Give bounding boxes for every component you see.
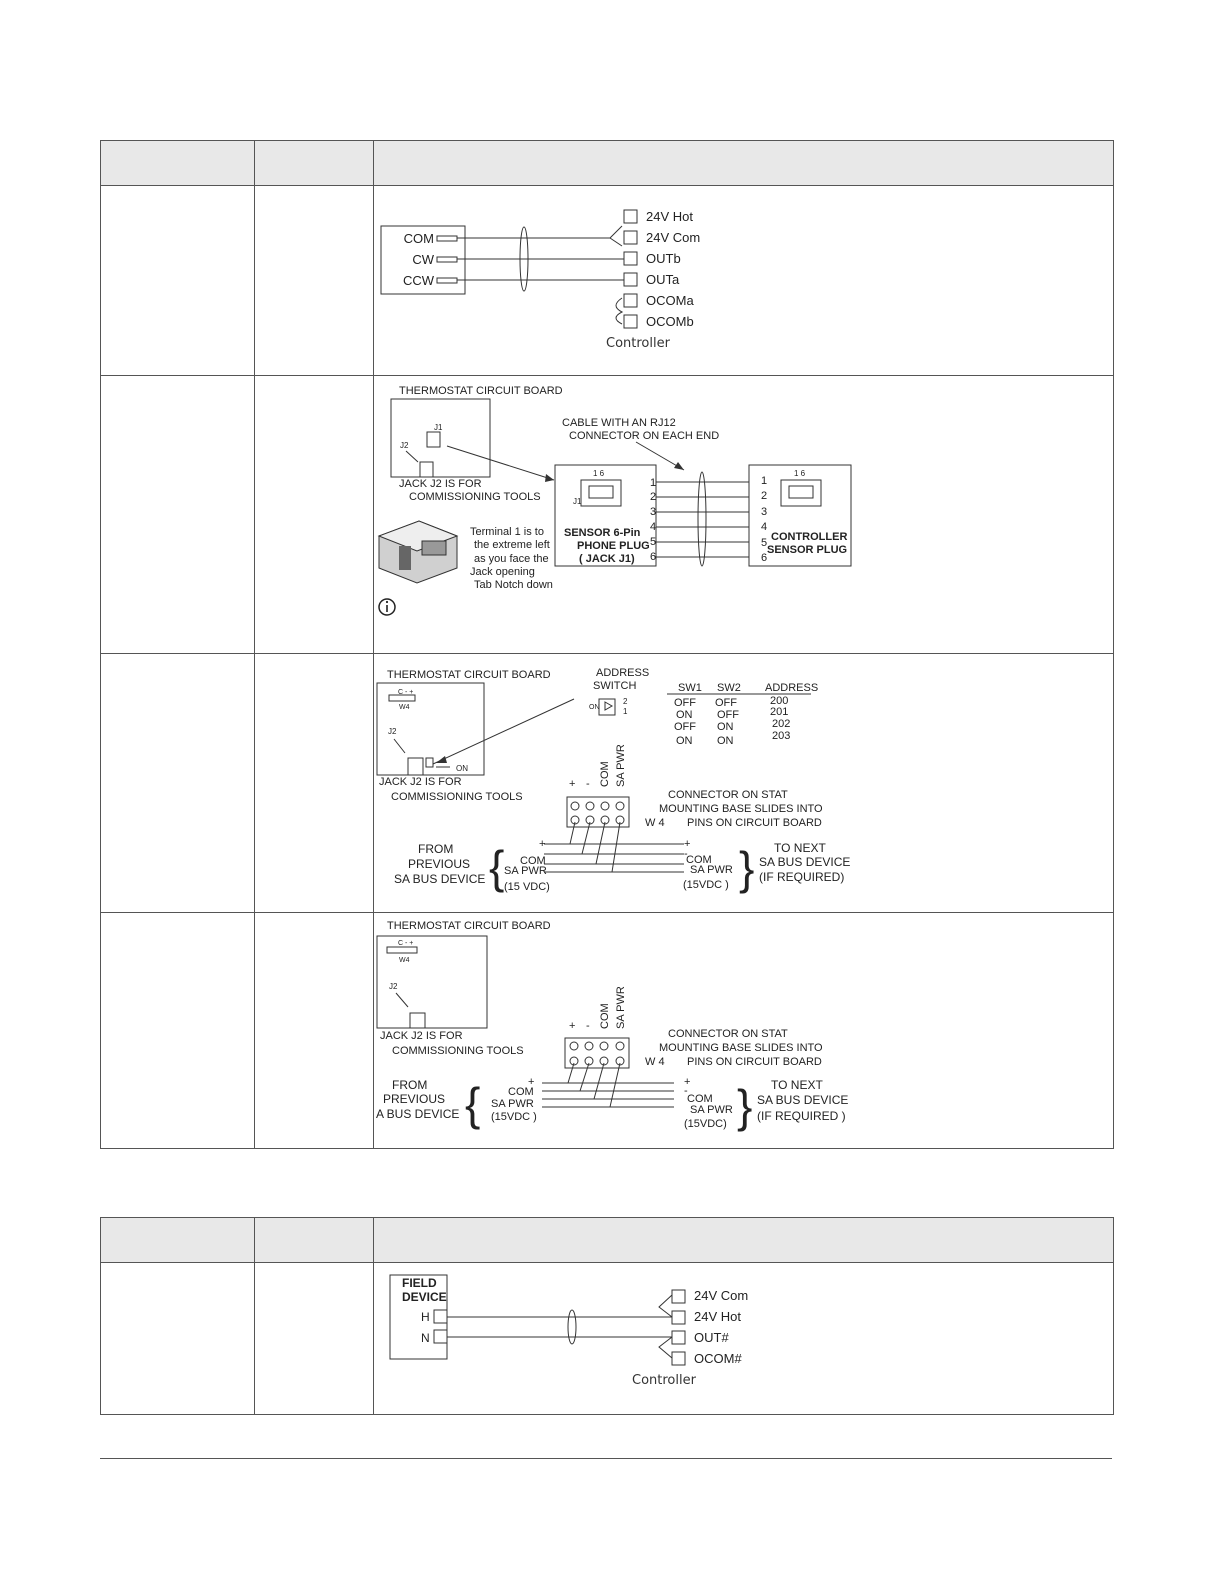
actuator-wiring-diagram [374,186,1112,370]
connector-note-2: MOUNTING BASE SLIDES INTO [659,803,823,815]
ctrl-24v-com: 24V Com [646,230,701,245]
ctrl-pin-3: 3 [761,506,768,518]
header-cell-3 [374,1218,1114,1263]
ctrl-outa: OUTa [646,272,680,287]
row-label-cell [101,654,255,913]
connector-note-3: PINS ON CIRCUIT BOARD [687,1056,822,1068]
diagram-cell [374,186,1114,376]
pin-sa-pwr: SA PWR [615,744,627,787]
address-header-sw2: SW2 [717,682,741,694]
connector-note-3: PINS ON CIRCUIT BOARD [687,817,822,829]
pin-plus: + [569,1020,576,1032]
wire-right-vdc: (15VDC) [684,1118,727,1130]
ctrl-pin-2: 2 [761,490,768,502]
header-cell-1 [101,1218,255,1263]
wire-left-plus: + [539,838,546,850]
row-type-cell [255,1263,374,1415]
wire-right-com: COM [686,854,712,866]
row-label-cell [101,913,255,1149]
footer-rule [100,1458,1112,1459]
sensor-pin-5: 5 [650,536,657,548]
address-cell: ON [717,721,734,733]
row-type-cell [255,376,374,654]
table-header-row [101,141,1114,186]
ctrl-24v-com: 24V Com [694,1288,749,1303]
address-table [667,682,818,747]
controller-label-1: CONTROLLER [771,531,848,543]
bus-wires [544,822,684,872]
left-brace: { [465,1078,481,1130]
address-header-address: ADDRESS [765,682,819,694]
address-cell: 200 [770,695,789,707]
jack-note-2: COMMISSIONING TOOLS [409,491,541,503]
row-type-cell [255,186,374,376]
wire-right-minus: - [684,848,688,860]
header-cell-1 [101,141,255,186]
address-header-sw1: SW1 [678,682,702,694]
jack-note-2: COMMISSIONING TOOLS [392,1045,524,1057]
term-ccw: CCW [402,273,434,288]
wire-right-plus: + [684,1076,691,1088]
j1-label: J1 [434,423,443,432]
sensor-label-2: PHONE PLUG [577,540,650,552]
address-cell: 201 [770,706,789,718]
right-brace: } [739,842,755,894]
address-cell: OFF [674,721,696,733]
wire-labels-left [491,1076,537,1123]
wire-right-com: COM [687,1093,713,1105]
cable-note-2: CONNECTOR ON EACH END [569,430,720,442]
ctrl-ocomb: OCOMb [646,314,694,329]
sensor-pin-nums: 1 6 [593,469,605,478]
w4-board: W4 [399,704,410,711]
ctrl-outb: OUTb [646,251,681,266]
diagram-cell [374,654,1114,913]
from-label-3: SA BUS DEVICE [394,872,486,886]
wire-right-sapwr: SA PWR [690,1104,733,1116]
ctrl-ocoma: OCOMa [646,293,694,308]
field-device-diagram [374,1263,1112,1409]
board-title: THERMOSTAT CIRCUIT BOARD [399,385,563,397]
pin-sa-pwr: SA PWR [615,986,627,1029]
sensor-rj12-diagram [374,376,1112,648]
j2-label: J2 [389,982,398,991]
to-label [759,841,850,884]
sensor-j1: J1 [573,497,582,506]
terminal-note-1: Terminal 1 is to [470,526,544,538]
wiring-table-1 [100,140,1114,1149]
terminal-note [470,526,553,591]
w4-board: W4 [399,957,410,964]
sa-bus-address-diagram [374,654,1112,907]
wire-right-plus: + [684,838,691,850]
table-header-row [101,1218,1114,1263]
diagram-cell [374,376,1114,654]
left-brace: { [489,841,505,893]
jack-note-1: JACK J2 IS FOR [380,1030,463,1042]
switch-2: 2 [623,697,628,706]
right-brace: } [737,1080,753,1132]
w4-pins: C - + [398,940,414,947]
pin-com: COM [599,761,611,787]
bus-wires [542,1063,674,1107]
address-cell: OFF [715,697,737,709]
address-cell: 203 [772,730,791,742]
controller-label: Controller [632,1373,696,1388]
to-label-1: TO NEXT [774,841,826,855]
jack-note-1: JACK J2 IS FOR [379,776,462,788]
ctrl-pin-nums: 1 6 [794,469,806,478]
controller-terminals [672,1290,685,1365]
to-label-2: SA BUS DEVICE [757,1093,849,1107]
address-cell: 202 [772,718,791,730]
ctrl-pin-6: 6 [761,552,768,564]
sensor-pin-6: 6 [650,551,657,563]
terminal-note-4: Jack opening [470,566,535,578]
wire-left-com: COM [520,855,546,867]
j2-label: J2 [388,727,397,736]
sensor-pin-3: 3 [650,506,657,518]
table-row [101,654,1114,913]
jack-note-1: JACK J2 IS FOR [399,478,482,490]
header-cell-2 [255,141,374,186]
ctrl-out: OUT# [694,1330,729,1345]
switch-1: 1 [623,707,628,716]
diagram-cell [374,1263,1114,1415]
sensor-pin-4: 4 [650,521,657,533]
wire-left-sapwr: SA PWR [504,865,547,877]
wiring-table-2 [100,1217,1114,1415]
ctrl-pin-4: 4 [761,521,768,533]
board-title: THERMOSTAT CIRCUIT BOARD [387,669,551,681]
table-row [101,913,1114,1149]
sensor-pin-numbers [650,477,656,563]
address-cell: OFF [717,709,739,721]
row-label-cell [101,186,255,376]
wire-labels-right [684,1076,733,1130]
table-row [101,186,1114,376]
controller-label: Controller [606,336,670,351]
ctrl-24v-hot: 24V Hot [646,209,693,224]
w4-connector: W 4 [645,817,665,829]
from-label [376,1078,459,1121]
connector-note-1: CONNECTOR ON STAT [668,789,788,801]
board-title: THERMOSTAT CIRCUIT BOARD [387,920,551,932]
switch-on: ON [589,704,600,711]
wire-right-sapwr: SA PWR [690,864,733,876]
diagram-cell [374,913,1114,1149]
header-cell-2 [255,1218,374,1263]
address-cell: ON [717,735,734,747]
wire-left-vdc: (15VDC ) [491,1111,537,1123]
field-device-label-1: FIELD [402,1276,437,1290]
wire-left-vdc: (15 VDC) [504,881,550,893]
rj12-cable [656,472,749,566]
address-cell: ON [676,735,693,747]
address-cell: ON [676,709,693,721]
from-label-1: FROM [392,1078,428,1092]
sensor-label-3: ( JACK J1) [579,553,635,565]
sensor-jack [555,465,656,566]
to-label-2: SA BUS DEVICE [759,855,851,869]
pin-plus: + [569,778,576,790]
term-com: COM [403,231,434,246]
from-label-3: A BUS DEVICE [376,1107,460,1121]
info-icon [379,599,395,615]
to-label-3: (IF REQUIRED) [759,870,845,884]
sensor-label-1: SENSOR 6-Pin [564,527,641,539]
term-n: N [421,1331,430,1345]
from-label-2: PREVIOUS [383,1092,446,1106]
address-switch-1: ADDRESS [596,667,650,679]
w4-connector: W 4 [645,1056,665,1068]
sa-bus-diagram [374,913,1112,1143]
field-device-label-2: DEVICE [402,1290,447,1304]
ctrl-pin-5: 5 [761,537,768,549]
terminal-note-2: the extreme left [474,539,550,551]
wire-left-plus: + [528,1076,535,1088]
address-switch-2: SWITCH [593,680,637,692]
to-label [757,1078,848,1123]
address-cell: OFF [674,697,696,709]
wire-right-vdc: (15VDC ) [683,879,729,891]
jack-note-2: COMMISSIONING TOOLS [391,791,523,803]
to-label-3: (IF REQUIRED ) [757,1109,846,1123]
pin-minus: - [586,1020,590,1032]
pin-com: COM [599,1003,611,1029]
wire-labels-left [504,838,550,893]
row-type-cell [255,913,374,1149]
sensor-pin-2: 2 [650,491,657,503]
controller-label-2: SENSOR PLUG [767,544,848,556]
on-label: ON [456,764,468,773]
cable-note-1: CABLE WITH AN RJ12 [562,417,676,429]
header-cell-3 [374,141,1114,186]
wire-left-sapwr: SA PWR [491,1098,534,1110]
pin-minus: - [586,778,590,790]
wire-labels-right [683,838,733,891]
controller-terminals [624,210,637,328]
ctrl-pin-1: 1 [761,475,768,487]
terminal-note-3: as you face the [474,553,549,565]
row-label-cell [101,376,255,654]
wire-right-minus: - [684,1085,688,1097]
table-row [101,1263,1114,1415]
wire-left-com: COM [508,1086,534,1098]
connector-note-1: CONNECTOR ON STAT [668,1028,788,1040]
from-label [394,842,485,886]
ctrl-24v-hot: 24V Hot [694,1309,741,1324]
w4-pins: C - + [398,689,414,696]
from-label-2: PREVIOUS [408,857,471,871]
from-label-1: FROM [418,842,454,856]
row-type-cell [255,654,374,913]
jack-illustration [379,521,457,583]
row-label-cell [101,1263,255,1415]
j2-label: J2 [400,441,409,450]
term-h: H [421,1310,430,1324]
ctrl-ocom: OCOM# [694,1351,742,1366]
table-row [101,376,1114,654]
terminal-note-5: Tab Notch down [474,579,553,591]
to-label-1: TO NEXT [771,1078,823,1092]
term-cw: CW [412,252,434,267]
connector-note-2: MOUNTING BASE SLIDES INTO [659,1042,823,1054]
sensor-pin-1: 1 [650,477,657,489]
